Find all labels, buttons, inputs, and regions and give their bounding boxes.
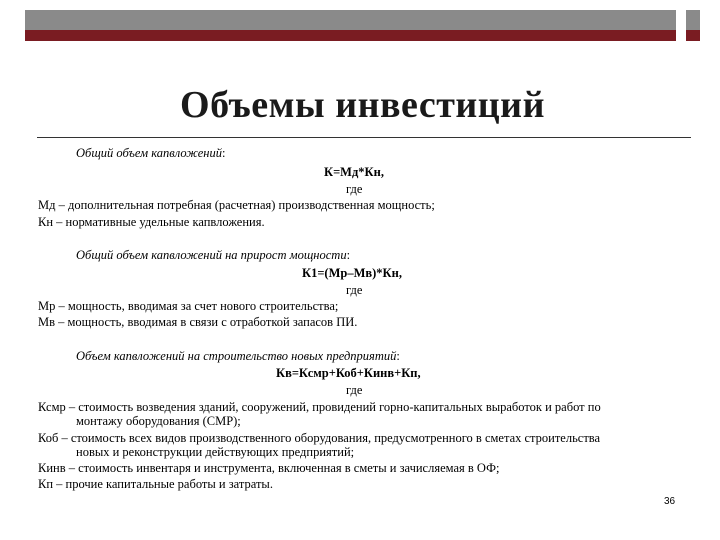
section3-definition: Кп – прочие капитальные работы и затраты. — [38, 477, 273, 491]
section1-heading-line — [76, 146, 225, 161]
header-bar-red — [25, 30, 676, 41]
section2-formula: К1=(Мр–Мв)*Кн, — [302, 266, 402, 280]
section1-where: где — [346, 182, 363, 196]
corner-square-gray — [686, 10, 700, 30]
section1-definition: Кн – нормативные удельные капвложения. — [38, 215, 265, 229]
corner-square-red — [686, 30, 700, 41]
section1-heading: Общий объем капвложений — [76, 146, 222, 160]
section3-heading-line — [76, 349, 400, 364]
page-number: 36 — [664, 496, 676, 507]
section3-definition: Коб – стоимость всех видов производственного оборудования, предусмотренного в сметах строительства — [38, 431, 601, 445]
section2-heading-colon: : — [346, 248, 351, 262]
section2-definition: Мр – мощность, вводимая за счет нового строительства; — [38, 299, 339, 313]
title-underline — [37, 137, 691, 138]
section3-heading: Объем капвложений на строительство новых предприятий — [76, 349, 397, 363]
section3-where: где — [346, 383, 363, 397]
header-corner-block — [686, 10, 700, 41]
section2-definition: Мв – мощность, вводимая в связи с отработкой запасов ПИ. — [38, 315, 358, 329]
section3-definition: Ксмр – стоимость возведения зданий, сооружений, провидений горно-капитальных выработок и работ по — [38, 400, 601, 414]
section3-definition-cont: новых и реконструкции действующих предприятий; — [76, 445, 355, 459]
section1-formula: К=Мд*Кн, — [324, 165, 384, 179]
section2-heading-line — [76, 248, 350, 263]
section2-where: где — [346, 283, 363, 297]
section1-heading-colon: : — [221, 146, 226, 160]
section1-definition: Мд – дополнительная потребная (расчетная) производственная мощность; — [38, 198, 435, 212]
section2-heading: Общий объем капвложений на прирост мощности — [76, 248, 347, 262]
section3-formula: Кв=Ксмр+Коб+Кинв+Кп, — [276, 366, 421, 380]
header-bar-gray — [25, 10, 676, 30]
slide-title: Объемы инвестиций — [180, 84, 545, 126]
section3-definition-cont: монтажу оборудования (СМР); — [76, 414, 241, 428]
section3-heading-colon: : — [396, 349, 400, 363]
section3-definition: Кинв – стоимость инвентаря и инструмента, включенная в сметы и зачисляемая в ОФ; — [38, 461, 500, 475]
